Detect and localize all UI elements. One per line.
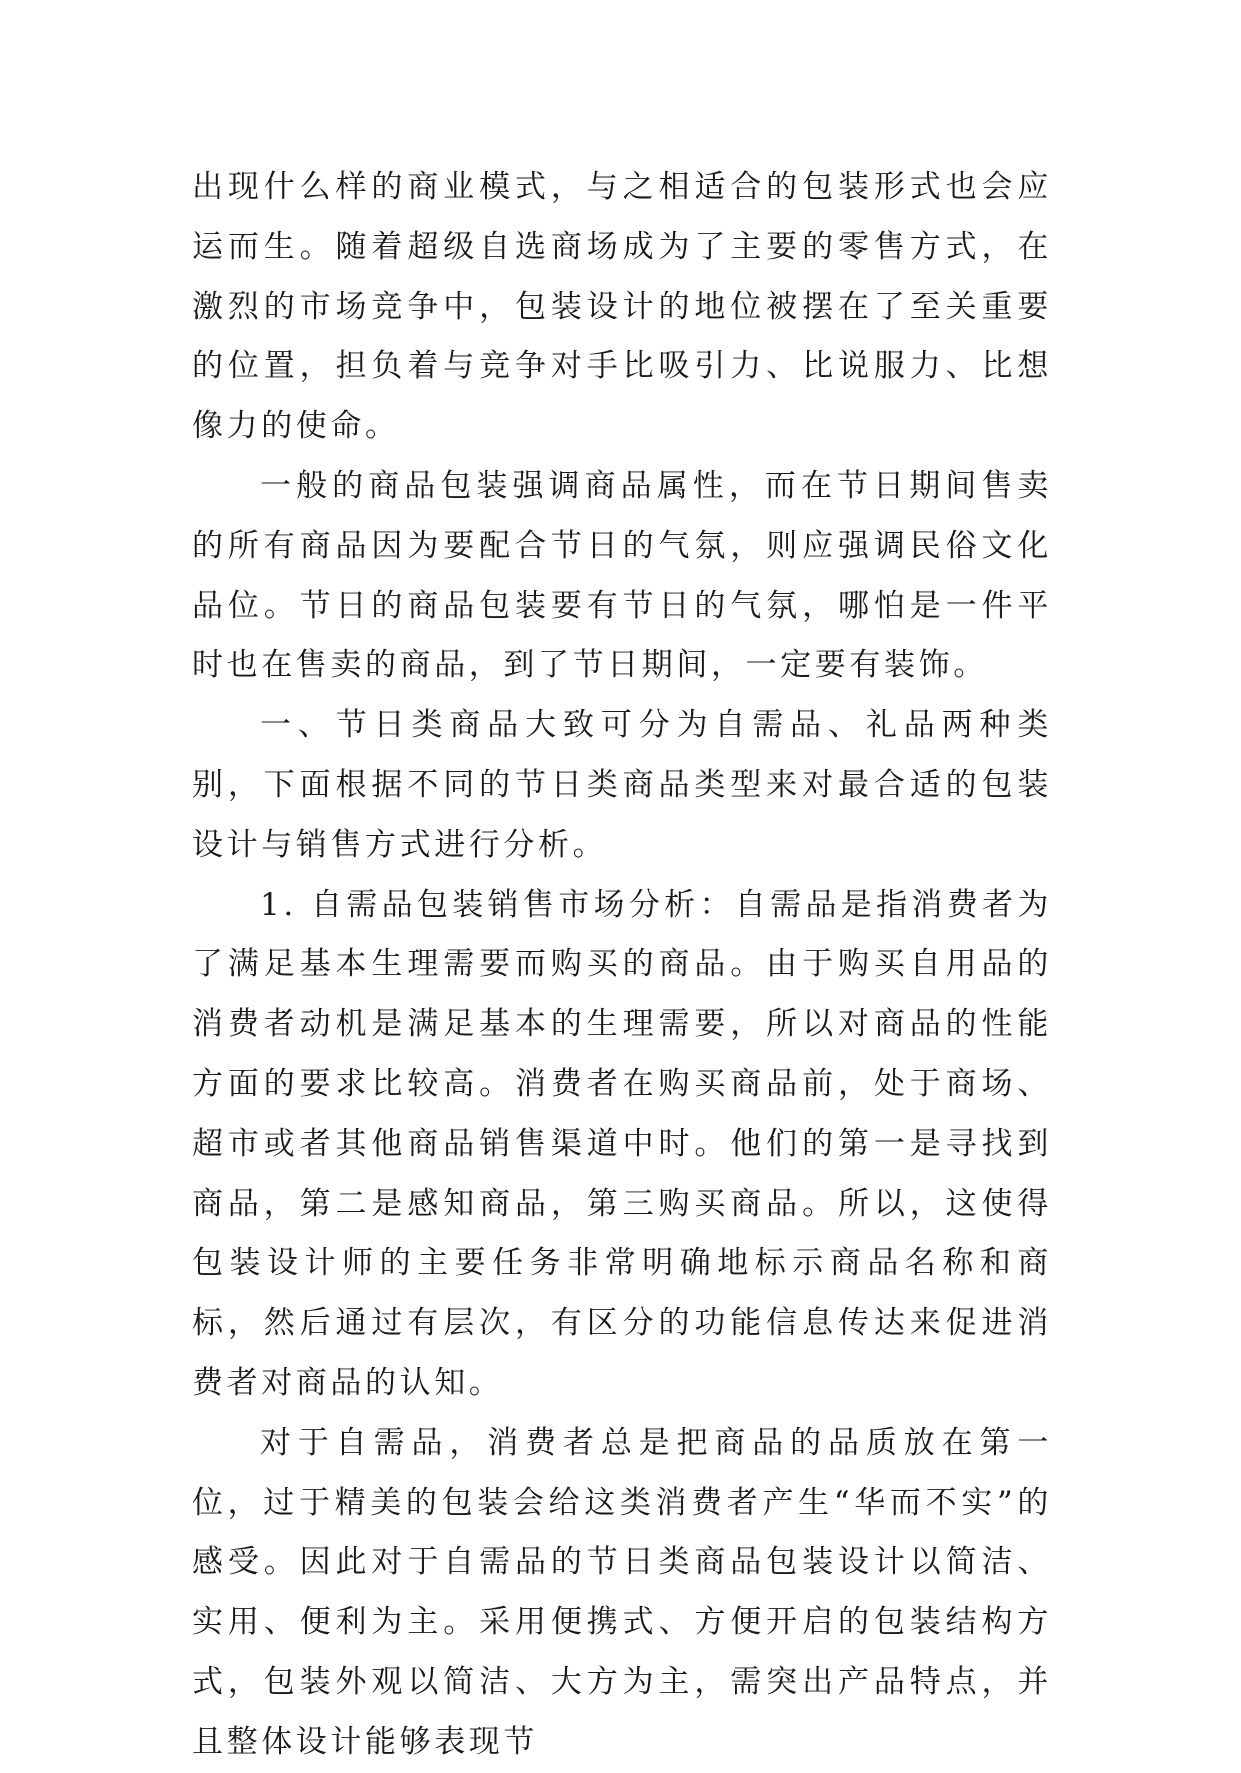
paragraph-2: 一般的商品包装强调商品属性，而在节日期间售卖的所有商品因为要配合节日的气氛，则应强调民俗文化品位。节日的商品包装要有节日的气氛，哪怕是一件平时也在售卖的商品，到了节日期间，一定要有装饰。 bbox=[192, 467, 1052, 684]
paragraph-3: 一、节日类商品大致可分为自需品、礼品两种类别，下面根据不同的节日类商品类型来对最合适的包装设计与销售方式进行分析。 bbox=[192, 707, 1052, 863]
paragraph-5: 对于自需品，消费者总是把商品的品质放在第一位，过于精美的包装会给这类消费者产生“华而不实”的感受。因此对于自需品的节日类商品包装设计以简洁、实用、便利为主。采用便携式、方便开启的包装结构方式，包装外观以简洁、大方为主，需突出产品特点，并且整体设计能够表现节 bbox=[192, 1424, 1052, 1760]
document-body bbox=[192, 158, 1052, 1773]
paragraph-1: 出现什么样的商业模式，与之相适合的包装形式也会应运而生。随着超级自选商场成为了主要的零售方式，在激烈的市场竞争中，包装设计的地位被摆在了至关重要的位置，担负着与竞争对手比吸引力、比说服力、比想像力的使命。 bbox=[192, 169, 1052, 445]
paragraph-4: 1. 自需品包装销售市场分析：自需品是指消费者为了满足基本生理需要而购买的商品。由于购买自用品的消费者动机是满足基本的生理需要，所以对商品的性能方面的要求比较高。消费者在购买商品前，处于商场、超市或者其他商品销售渠道中时。他们的第一是寻找到商品，第二是感知商品，第三购买商品。所以，这使得包装设计师的主要任务非常明确地标示商品名称和商标，然后通过有层次，有区分的功能信息传达来促进消费者对商品的认知。 bbox=[192, 886, 1052, 1401]
